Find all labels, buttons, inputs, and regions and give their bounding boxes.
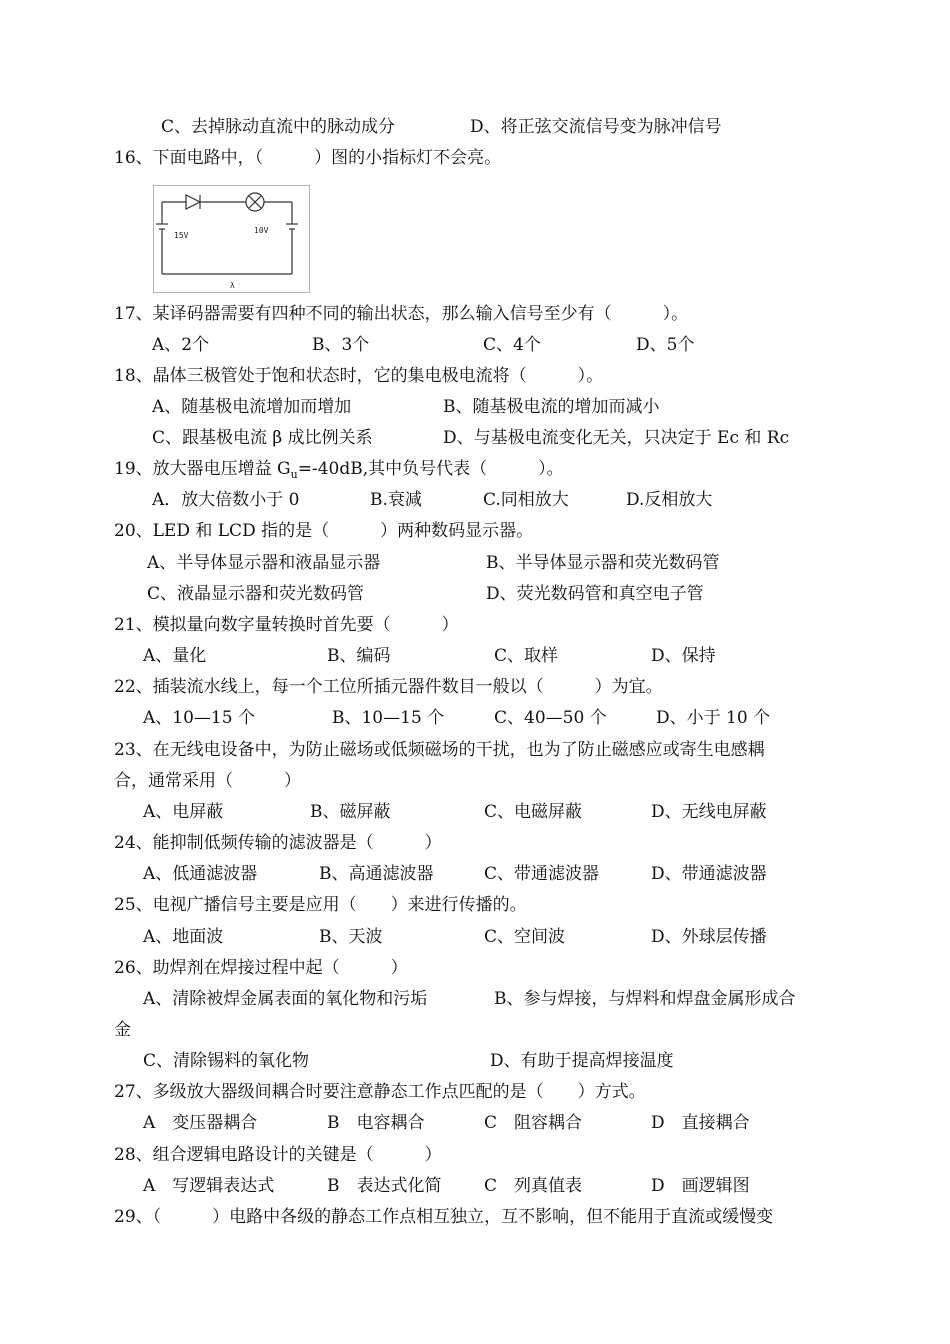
q20-option-b: B、半导体显示器和荧光数码管 bbox=[486, 553, 720, 573]
figure-caption: λ bbox=[230, 281, 235, 290]
question-23: 23、在无线电设备中，为防止磁场或低频磁场的干扰，也为了防止磁感应或寄生电感耦 bbox=[114, 740, 765, 760]
q23-option-c: C、电磁屏蔽 bbox=[484, 802, 583, 822]
question-16: 16、下面电路中，（ ）图的小指标灯不会亮。 bbox=[114, 148, 502, 168]
q23-option-a: A、电屏蔽 bbox=[143, 802, 224, 822]
q27-option-c: C 阻容耦合 bbox=[484, 1113, 583, 1133]
q21-option-a: A、量化 bbox=[143, 646, 207, 666]
q28-option-c: C 列真值表 bbox=[484, 1176, 583, 1196]
question-23-continued: 合，通常采用（ ） bbox=[114, 771, 301, 791]
q16-circuit-figure bbox=[153, 185, 310, 293]
q19-option-c: C.同相放大 bbox=[483, 490, 569, 510]
question-18: 18、晶体三极管处于饱和状态时，它的集电极电流将（ ）。 bbox=[114, 366, 604, 386]
question-21: 21、模拟量向数字量转换时首先要（ ） bbox=[114, 615, 459, 635]
q28-option-a: A 写逻辑表达式 bbox=[143, 1176, 275, 1196]
q26-option-c: C、清除锡料的氧化物 bbox=[143, 1051, 310, 1071]
q22-option-c: C、40—50 个 bbox=[494, 708, 607, 728]
q24-option-d: D、带通滤波器 bbox=[651, 864, 767, 884]
q19-option-a: A．放大倍数小于 0 bbox=[152, 490, 300, 510]
q27-option-a: A 变压器耦合 bbox=[143, 1113, 258, 1133]
q25-option-c: C、空间波 bbox=[484, 927, 566, 947]
q26-option-b-continued: 金 bbox=[114, 1020, 131, 1040]
q28-option-d: D 画逻辑图 bbox=[651, 1176, 750, 1196]
q26-option-d: D、有助于提高焊接温度 bbox=[490, 1051, 674, 1071]
q21-option-c: C、取样 bbox=[494, 646, 559, 666]
question-28: 28、组合逻辑电路设计的关键是（ ） bbox=[114, 1145, 442, 1165]
q27-option-b: B 电容耦合 bbox=[327, 1113, 425, 1133]
q20-option-a: A、半导体显示器和液晶显示器 bbox=[147, 553, 381, 573]
q22-option-b: B、10—15 个 bbox=[332, 708, 445, 728]
question-22: 22、插装流水线上，每一个工位所插元器件数目一般以（ ）为宜。 bbox=[114, 677, 663, 697]
q26-option-a: A、清除被焊金属表面的氧化物和污垢 bbox=[143, 989, 428, 1009]
question-27: 27、多级放大器级间耦合时要注意静态工作点匹配的是（ ）方式。 bbox=[114, 1082, 646, 1102]
q24-option-c: C、带通滤波器 bbox=[484, 864, 600, 884]
q22-option-d: D、小于 10 个 bbox=[656, 708, 771, 728]
q17-option-b: B、3个 bbox=[312, 335, 370, 355]
q17-option-c: C、4个 bbox=[483, 335, 541, 355]
gain-subscript: u bbox=[290, 468, 298, 481]
q18-option-a: A、随基极电流增加而增加 bbox=[152, 397, 352, 417]
q21-option-d: D、保持 bbox=[651, 646, 716, 666]
q18-option-d: D、与基极电流变化无关，只决定于 Ec 和 Rc bbox=[443, 428, 790, 448]
q21-option-b: B、编码 bbox=[327, 646, 391, 666]
q15-option-c: C、去掉脉动直流中的脉动成分 bbox=[161, 117, 396, 137]
q25-option-a: A、地面波 bbox=[143, 927, 224, 947]
q18-option-c: C、跟基极电流 β 成比例关系 bbox=[152, 428, 373, 448]
q18-option-b: B、随基极电流的增加而减小 bbox=[443, 397, 660, 417]
q24-option-b: B、高通滤波器 bbox=[319, 864, 434, 884]
q19-option-d: D.反相放大 bbox=[626, 490, 713, 510]
q25-option-d: D、外球层传播 bbox=[651, 927, 767, 947]
q23-option-b: B、磁屏蔽 bbox=[310, 802, 391, 822]
question-17: 17、某译码器需要有四种不同的输出状态，那么输入信号至少有（ ）。 bbox=[114, 304, 689, 324]
question-29: 29、（ ）电路中各级的静态工作点相互独立，互不影响，但不能用于直流或缓慢变 bbox=[114, 1207, 774, 1227]
q22-option-a: A、10—15 个 bbox=[143, 708, 255, 728]
question-20: 20、LED 和 LCD 指的是（ ）两种数码显示器。 bbox=[114, 521, 534, 541]
q20-option-c: C、液晶显示器和荧光数码管 bbox=[147, 584, 365, 604]
question-25: 25、电视广播信号主要是应用（ ）来进行传播的。 bbox=[114, 895, 527, 915]
circuit-diagram bbox=[154, 186, 309, 292]
q28-option-b: B 表达式化简 bbox=[327, 1176, 442, 1196]
q25-option-b: B、天波 bbox=[319, 927, 383, 947]
q23-option-d: D、无线电屏蔽 bbox=[651, 802, 767, 822]
battery-label-right: 10V bbox=[254, 226, 269, 235]
question-24: 24、能抑制低频传输的滤波器是（ ） bbox=[114, 833, 442, 853]
q19-option-b: B.衰减 bbox=[370, 490, 422, 510]
question-26: 26、助焊剂在焊接过程中起（ ） bbox=[114, 958, 408, 978]
q17-option-d: D、5个 bbox=[636, 335, 695, 355]
q20-option-d: D、荧光数码管和真空电子管 bbox=[486, 584, 704, 604]
q27-option-d: D 直接耦合 bbox=[651, 1113, 750, 1133]
q24-option-a: A、低通滤波器 bbox=[143, 864, 258, 884]
q17-option-a: A、2个 bbox=[152, 335, 210, 355]
question-19: 19、放大器电压增益 $G_u=-40dB$,其中负号代表（ ）。 bbox=[114, 459, 564, 481]
q26-option-b: B、参与焊接，与焊料和焊盘金属形成合 bbox=[494, 989, 796, 1009]
battery-label-left: 15V bbox=[174, 231, 189, 240]
q15-option-d: D、将正弦交流信号变为脉冲信号 bbox=[470, 117, 722, 137]
